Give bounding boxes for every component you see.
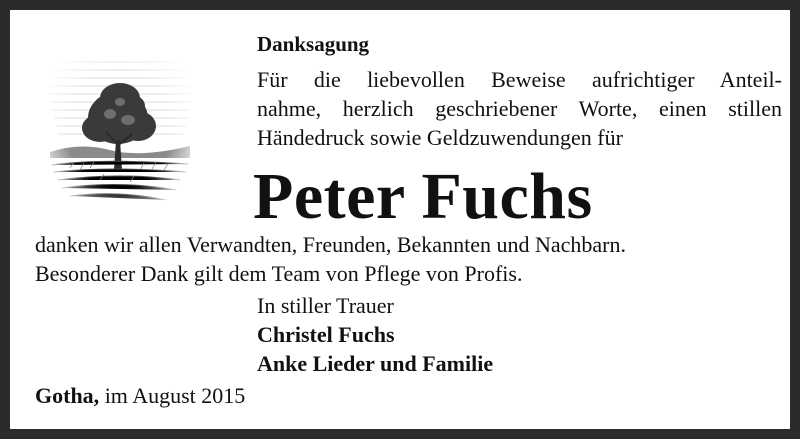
intro-line: nahme, herzlich geschriebener Worte, einen stillen (257, 96, 782, 121)
thanks-line: danken wir allen Verwandten, Freunden, Bekannten und Nachbarn. (35, 232, 626, 257)
signoff-intro: In stiller Trauer (257, 293, 394, 318)
place-name: Gotha, (35, 383, 100, 408)
notice-date: im August 2015 (99, 383, 246, 408)
place-date-line (35, 381, 245, 410)
notice-heading: Danksagung (257, 32, 370, 56)
signer-name: Anke Lieder und Familie (257, 351, 494, 376)
intro-line: Händedruck sowie Geldzuwendungen für (257, 125, 623, 150)
thanks-line: Besonderer Dank gilt dem Team von Pflege von Profis. (35, 261, 523, 286)
thanks-paragraph (35, 230, 626, 288)
signoff-block (257, 291, 493, 378)
deceased-name: Peter Fuchs (253, 160, 593, 233)
intro-line: Für die liebevollen Beweise aufrichtiger Anteil- (257, 67, 782, 92)
tree-landscape-illustration (40, 40, 198, 218)
signer-name: Christel Fuchs (257, 322, 395, 347)
intro-paragraph (257, 65, 782, 152)
